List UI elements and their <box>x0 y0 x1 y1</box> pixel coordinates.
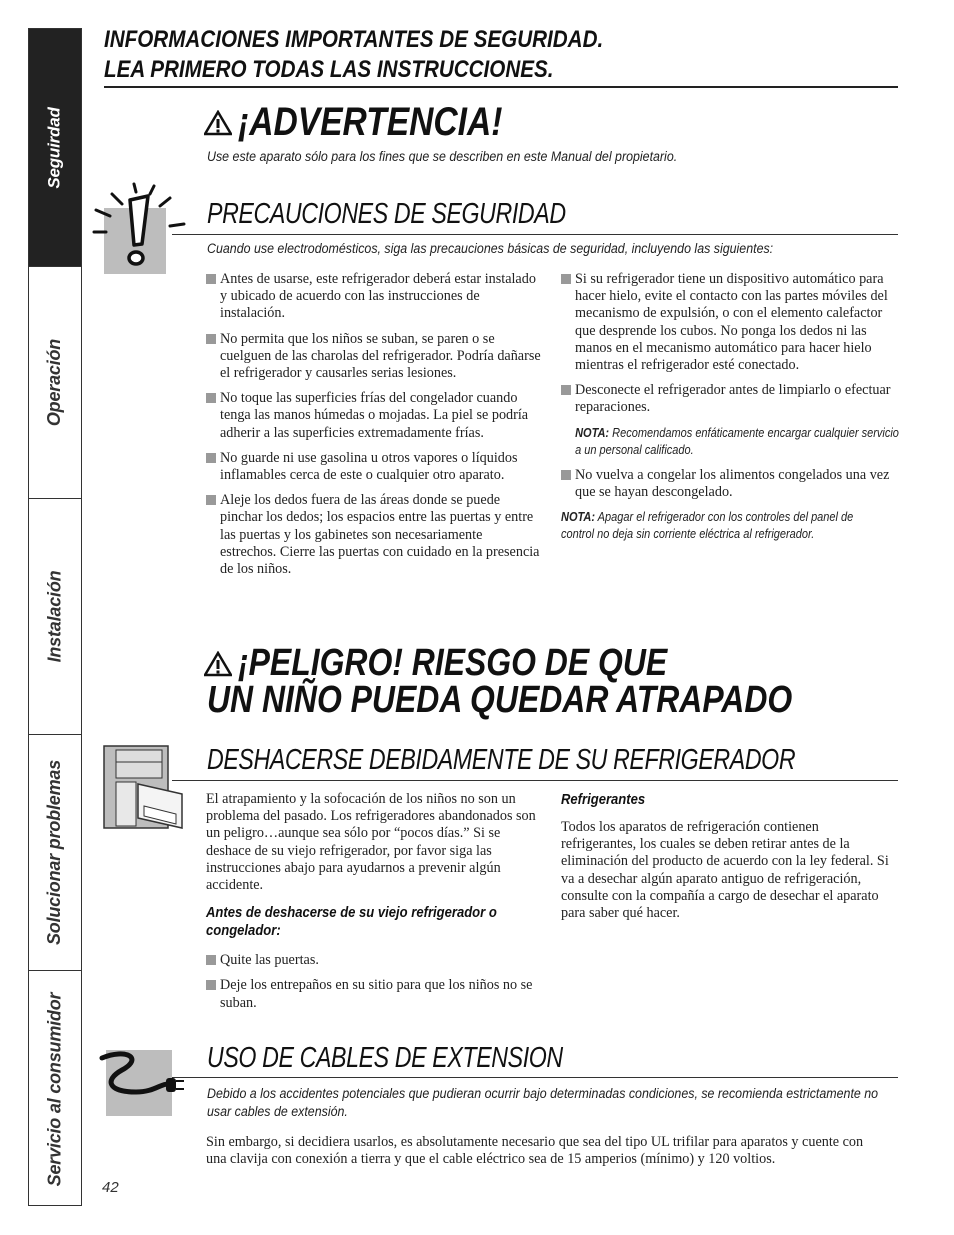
list-item: Desconecte el refrigerador antes de limpiarlo o efectuar reparaciones. <box>561 382 897 416</box>
note: NOTA: Apagar el refrigerador con los controles del panel de control no deja sin corriente eléctrica al refrigerador. <box>561 510 854 542</box>
tab-label: Servicio al consumidor <box>44 992 65 1186</box>
header-rule <box>104 86 898 88</box>
warning-title: ¡ADVERTENCIA! <box>238 100 503 144</box>
warning-triangle-icon <box>204 110 232 141</box>
refrigerator-icon <box>100 742 200 837</box>
list-item: Aleje los dedos fuera de las áreas donde se puede pinchar los dedos; los espacios entre las puertas y entre las puertas y los gabinetes son necesariamente estrechos. Cierre las puertas con cuidado en la presencia de los niños. <box>206 492 541 578</box>
note: NOTA: Recomendamos enfáticamente encargar cualquier servicio a un personal calificado. <box>575 425 899 457</box>
tab-label: Instalación <box>44 570 65 663</box>
exclamation-icon <box>90 182 190 283</box>
header-line-1: INFORMACIONES IMPORTANTES DE SEGURIDAD. <box>104 26 604 53</box>
warning-text: Use este aparato sólo para los fines que se describen en este Manual del propietario. <box>207 149 678 164</box>
tab-label: Operación <box>44 338 65 427</box>
disposal-rule <box>172 780 898 781</box>
precautions-title: PRECAUCIONES DE SEGURIDAD <box>207 198 566 230</box>
disposal-subheading: Antes de deshacerse de su viejo refrigerador o congelador: <box>206 905 497 940</box>
extension-intro: Debido a los accidentes potenciales que pudieran ocurrir bajo determinadas condiciones, se recomienda estrictamente no usar cables de extensión. <box>207 1086 879 1119</box>
precautions-intro: Cuando use electrodomésticos, siga las precauciones básicas de seguridad, incluyendo las siguientes: <box>207 241 774 256</box>
disposal-paragraph: El atrapamiento y la sofocación de los niños no son un problema del pasado. Los refrigeradores abandonados son un peligro…aunque sea sólo por “pocos días.” Si se deshace de su viejo refrigerador, por favor siga las instrucciones abajo para ayudarnos a prevenir algún accidente. <box>206 791 536 894</box>
precautions-left-column <box>206 271 541 586</box>
tab-seguridad[interactable] <box>29 29 81 267</box>
list-item: No guarde ni use gasolina u otros vapores o líquidos inflamables cerca de este o cualquier otro aparato. <box>206 450 541 484</box>
disposal-left-column <box>206 791 542 1020</box>
precautions-right-column <box>561 271 897 543</box>
page-number: 42 <box>102 1179 119 1196</box>
warning-triangle-icon <box>204 651 232 682</box>
list-item: Deje los entrepaños en su sitio para que los niños no se suban. <box>206 977 542 1011</box>
refrigerants-text: Todos los aparatos de refrigeración contienen refrigerantes, los cuales se deben retirar antes de la eliminación del producto de acuerdo con la ley federal. Si va a desechar algún aparato antiguo de refrigeración, consulte con la compañía a cargo de desechar el aparato para saber qué hacer. <box>561 819 889 922</box>
list-item: No permita que los niños se suban, se paren o se cuelguen de las charolas del refrigerador. Podría dañarse el refrigerador y causarles serias lesiones. <box>206 331 541 383</box>
tab-label: Seguirdad <box>45 106 65 189</box>
tab-instalacion[interactable] <box>29 499 81 735</box>
danger-title-line-1: ¡PELIGRO! RIESGO DE QUE <box>238 642 668 684</box>
list-item: Antes de usarse, este refrigerador deberá estar instalado y ubicado de acuerdo con las instrucciones de instalación. <box>206 271 541 323</box>
list-item: Si su refrigerador tiene un dispositivo automático para hacer hielo, evite el contacto con las partes móviles del mecanismo de expulsión, o con el elemento calefactor que desprende los cubos. No ponga los dedos ni las manos en el mecanismo automático para hacer hielo mientras el refrigerador esté conectado. <box>561 271 897 374</box>
tab-solucionar-problemas[interactable] <box>29 735 81 971</box>
extension-cord-icon <box>96 1044 188 1125</box>
extension-body: Sin embargo, si decidiera usarlos, es absolutamente necesario que sea del tipo UL trifilar para aparatos y cuente con una clavija con conexión a tierra y que el cable eléctrico sea de 15 amperios (mínimo) y 120 voltios. <box>206 1134 864 1168</box>
tab-operacion[interactable] <box>29 267 81 499</box>
refrigerants-column <box>561 791 891 922</box>
list-item: No vuelva a congelar los alimentos congelados una vez que se hayan descongelado. <box>561 467 897 501</box>
tab-label: Solucionar problemas <box>44 759 65 946</box>
list-item: Quite las puertas. <box>206 952 542 969</box>
precautions-rule <box>172 234 898 235</box>
refrigerants-title: Refrigerantes <box>561 792 646 808</box>
extension-rule <box>172 1077 898 1078</box>
list-item: No toque las superficies frías del congelador cuando tenga las manos húmedas o mojadas. La piel se podría adherir a las superficies extremadamente frías. <box>206 390 541 442</box>
sidebar-tabs <box>28 28 82 1206</box>
disposal-title: DESHACERSE DEBIDAMENTE DE SU REFRIGERADOR <box>207 744 796 776</box>
danger-title-line-2: UN NIÑO PUEDA QUEDAR ATRAPADO <box>207 679 793 721</box>
extension-title: USO DE CABLES DE EXTENSION <box>207 1042 563 1074</box>
header-line-2: LEA PRIMERO TODAS LAS INSTRUCCIONES. <box>104 56 554 83</box>
tab-servicio-consumidor[interactable] <box>29 971 81 1207</box>
